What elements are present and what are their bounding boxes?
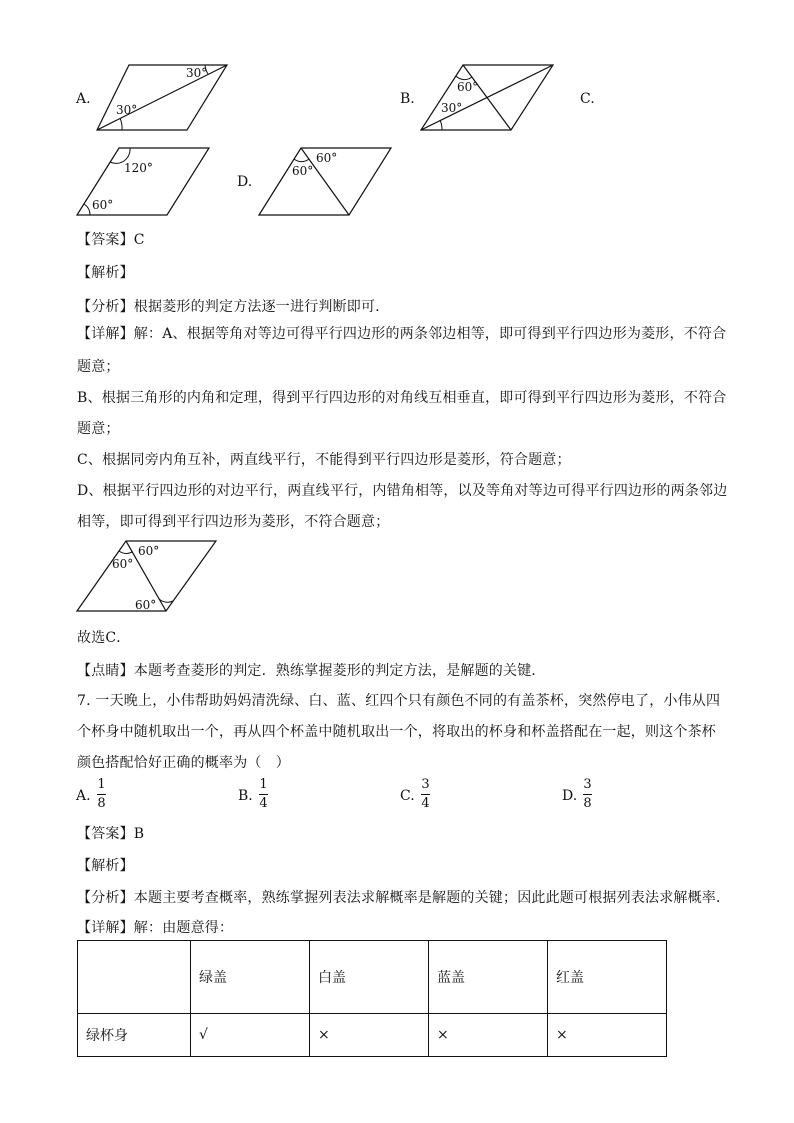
- figure-d-rhombus: [256, 145, 396, 220]
- q7-option-a-fraction: [97, 777, 106, 812]
- figure-c-rhombus: [74, 145, 214, 220]
- q6-detail-a-2: 题意；: [77, 359, 120, 375]
- table-header-cell: 红盖: [548, 941, 667, 1014]
- figure-d-angle-right: 60°: [316, 151, 338, 165]
- q7-option-c-denominator: 4: [421, 796, 430, 811]
- q6-comment: 【点睛】本题考查菱形的判定．熟练掌握菱形的判定方法，是解题的关键．: [77, 663, 546, 679]
- q7-option-d-fraction: [583, 777, 592, 812]
- table-cell: √: [191, 1014, 310, 1057]
- table-header-cell: 白盖: [310, 941, 429, 1014]
- q7-option-a-numerator: 1: [97, 777, 106, 792]
- q6-conclusion: 故选C．: [77, 630, 131, 646]
- q7-option-c-fraction: [421, 777, 430, 812]
- table-header-cell: 绿盖: [191, 941, 310, 1014]
- q6-analysis: 【分析】根据菱形的判定方法逐一进行判断即可．: [77, 299, 390, 315]
- table-cell: ×: [548, 1014, 667, 1057]
- q6-detail-b-2: 题意；: [77, 421, 120, 437]
- option-a-label: A.: [76, 91, 91, 107]
- solution-angle-left: 60°: [112, 557, 134, 571]
- option-c-label: C.: [580, 91, 595, 107]
- figure-b-rhombus: [418, 60, 558, 135]
- solution-angle-bottom: 60°: [135, 598, 157, 612]
- table-row-header: 绿杯身: [78, 1014, 191, 1057]
- q7-option-a-label: A.: [76, 788, 91, 804]
- q7-option-b-numerator: 1: [259, 777, 268, 792]
- q7-option-c-label: C.: [400, 788, 415, 804]
- table-header-row: [78, 941, 667, 1014]
- figure-c-angle-top: 120°: [124, 161, 153, 175]
- figure-d-angle-left: 60°: [292, 164, 314, 178]
- figure-c-angle-bottom: 60°: [92, 198, 114, 212]
- figure-a-angle-top: 30°: [186, 66, 208, 80]
- q6-detail-d-2: 相等，即可得到平行四边形为菱形，不符合题意；: [77, 514, 390, 530]
- q7-detail: 【详解】解：由题意得：: [77, 920, 234, 936]
- q7-stem-1: 7. 一天晚上，小伟帮助妈妈清洗绿、白、蓝、红四个只有颜色不同的有盖茶杯，突然停电了，小伟从四: [77, 693, 721, 709]
- q7-option-c-numerator: 3: [421, 777, 430, 792]
- q7-stem-3: 颜色搭配恰好正确的概率为（ ）: [77, 755, 290, 771]
- q6-answer: 【答案】C: [77, 232, 145, 248]
- figure-b-angle-top: 60°: [457, 80, 479, 94]
- q7-option-b-denominator: 4: [259, 796, 268, 811]
- q7-option-d-numerator: 3: [583, 777, 592, 792]
- q6-detail-d-1: D、根据平行四边形的对边平行，两直线平行，内错角相等，以及等角对等边可得平行四边形的两条邻边: [77, 483, 728, 499]
- figure-a-angle-bottom: 30°: [116, 103, 138, 117]
- q7-option-b-label: B.: [238, 788, 253, 804]
- q7-option-b-fraction: [259, 777, 268, 812]
- q7-option-d-denominator: 8: [583, 796, 592, 811]
- q7-analysis-heading: 【解析】: [77, 858, 134, 874]
- option-b-label: B.: [400, 91, 415, 107]
- q6-detail-a-1: 【详解】解：A、根据等角对等边可得平行四边形的两条邻边相等，即可得到平行四边形为菱形，不符合: [77, 326, 727, 342]
- solution-angle-top: 60°: [138, 544, 160, 558]
- figure-b-angle-bottom: 30°: [441, 101, 463, 115]
- table-header-cell: [78, 941, 191, 1014]
- solution-figure-rhombus: [74, 538, 222, 616]
- q6-detail-b-1: B、根据三角形的内角和定理，得到平行四边形的对角线互相垂直，即可得到平行四边形为菱形，不符合: [77, 390, 727, 406]
- probability-table: [77, 940, 667, 1057]
- q7-answer: 【答案】B: [77, 826, 145, 842]
- q6-detail-c: C、根据同旁内角互补，两直线平行，不能得到平行四边形是菱形，符合题意；: [77, 452, 571, 468]
- table-cell: ×: [429, 1014, 548, 1057]
- q7-stem-2: 个杯身中随机取出一个，再从四个杯盖中随机取出一个，将取出的杯身和杯盖搭配在一起，则这个茶杯: [77, 724, 716, 740]
- figure-a-rhombus: [92, 60, 232, 135]
- q7-analysis: 【分析】本题主要考查概率，熟练掌握列表法求解概率是解题的关键；因此此题可根据列表法求解概率．: [77, 890, 731, 906]
- q7-option-a-denominator: 8: [97, 796, 106, 811]
- q6-analysis-heading: 【解析】: [77, 265, 134, 281]
- table-cell: ×: [310, 1014, 429, 1057]
- table-header-cell: 蓝盖: [429, 941, 548, 1014]
- option-d-label: D.: [237, 174, 253, 190]
- table-row: [78, 1014, 667, 1057]
- q7-option-d-label: D.: [562, 788, 578, 804]
